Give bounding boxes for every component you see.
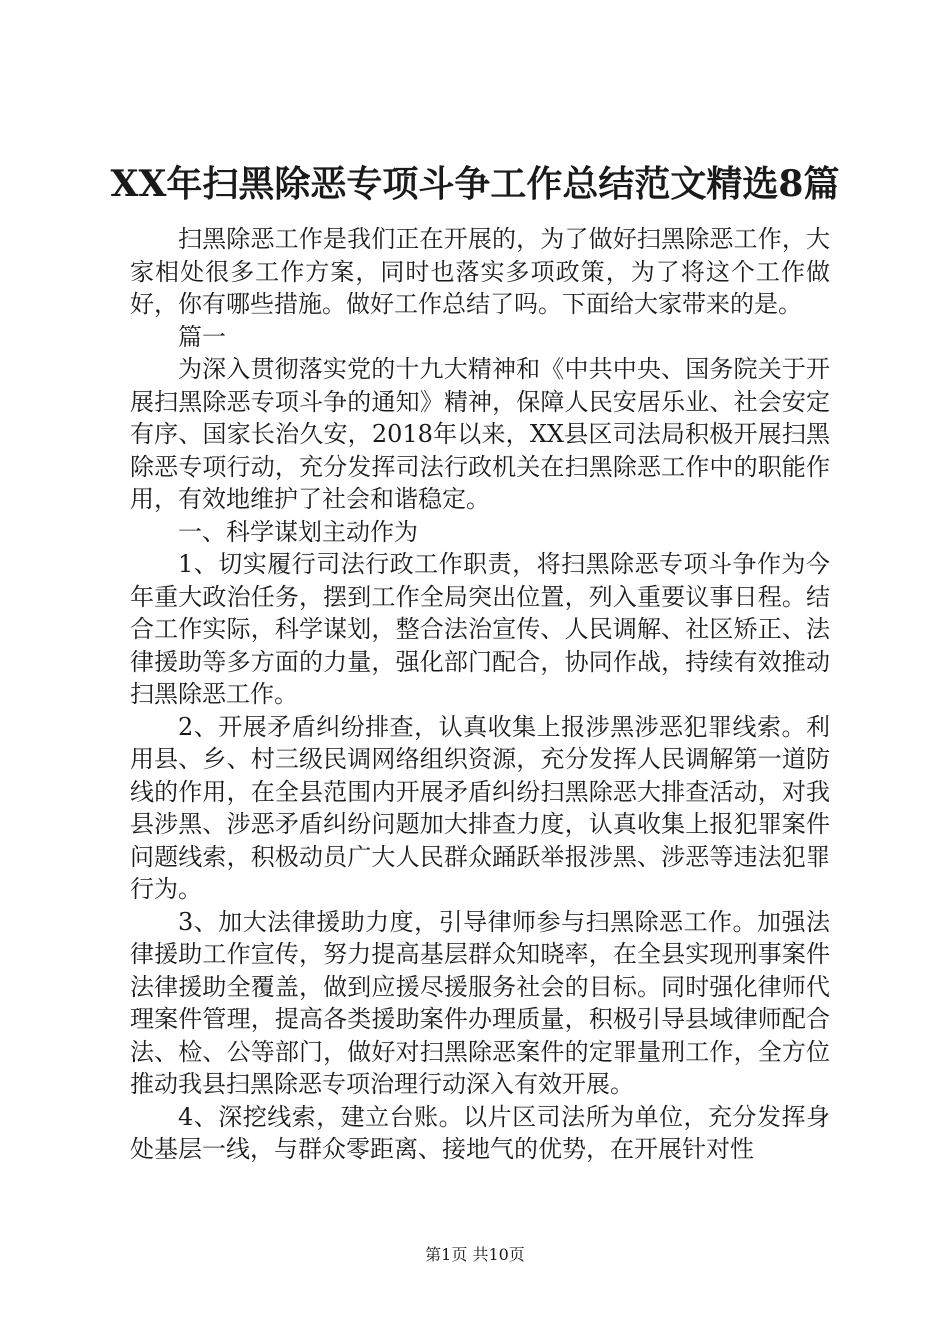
paragraph-item-2: 2、开展矛盾纠纷排查，认真收集上报涉黑涉恶犯罪线索。利用县、乡、村三级民调网络组织资源，充分发挥人民调解第一道防线的作用，在全县范围内开展矛盾纠纷扫黑除恶大排查活动，对我县涉黑、涉恶矛盾纠纷问题加大排查力度，认真收集上报犯罪案件问题线索，积极动员广大人民群众踊跃举报涉黑、涉恶等违法犯罪行为。 bbox=[130, 712, 830, 903]
paragraph-overview: 为深入贯彻落实党的十九大精神和《中共中央、国务院关于开展扫黑除恶专项斗争的通知》精神，保障人民安居乐业、社会安定有序、国家长治久安，2018年以来，XX县区司法局积极开展扫黑除恶专项行动，充分发挥司法行政机关在扫黑除恶工作中的职能作用，有效地维护了社会和谐稳定。 bbox=[130, 355, 830, 513]
section-heading-planning: 一、科学谋划主动作为 bbox=[178, 517, 418, 546]
paragraph-intro: 扫黑除恶工作是我们正在开展的，为了做好扫黑除恶工作，大家相处很多工作方案，同时也落实多项政策，为了将这个工作做好，你有哪些措施。做好工作总结了吗。下面给大家带来的是。 bbox=[130, 225, 830, 318]
page-number-footer: 第1页 共10页 bbox=[425, 1245, 525, 1264]
paragraph-item-3: 3、加大法律援助力度，引导律师参与扫黑除恶工作。加强法律援助工作宣传，努力提高基层群众知晓率，在全县实现刑事案件法律援助全覆盖，做到应援尽援服务社会的目标。同时强化律师代理案件管理，提高各类援助案件办理质量，积极引导县域律师配合法、检、公等部门，做好对扫黑除恶案件的定罪量刑工作，全方位推动我县扫黑除恶专项治理行动深入有效开展。 bbox=[130, 907, 830, 1098]
document-body bbox=[130, 223, 830, 1166]
document-title: XX年扫黑除恶专项斗争工作总结范文精选8篇 bbox=[110, 163, 840, 205]
paragraph-item-4: 4、深挖线索，建立台账。以片区司法所为单位，充分发挥身处基层一线，与群众零距离、接地气的优势，在开展针对性 bbox=[130, 1102, 830, 1163]
section-heading-part-one: 篇一 bbox=[178, 322, 226, 351]
paragraph-item-1: 1、切实履行司法行政工作职责，将扫黑除恶专项斗争作为今年重大政治任务，摆到工作全局突出位置，列入重要议事日程。结合工作实际，科学谋划，整合法治宣传、人民调解、社区矫正、法律援助等多方面的力量，强化部门配合，协同作战，持续有效推动扫黑除恶工作。 bbox=[130, 550, 830, 708]
